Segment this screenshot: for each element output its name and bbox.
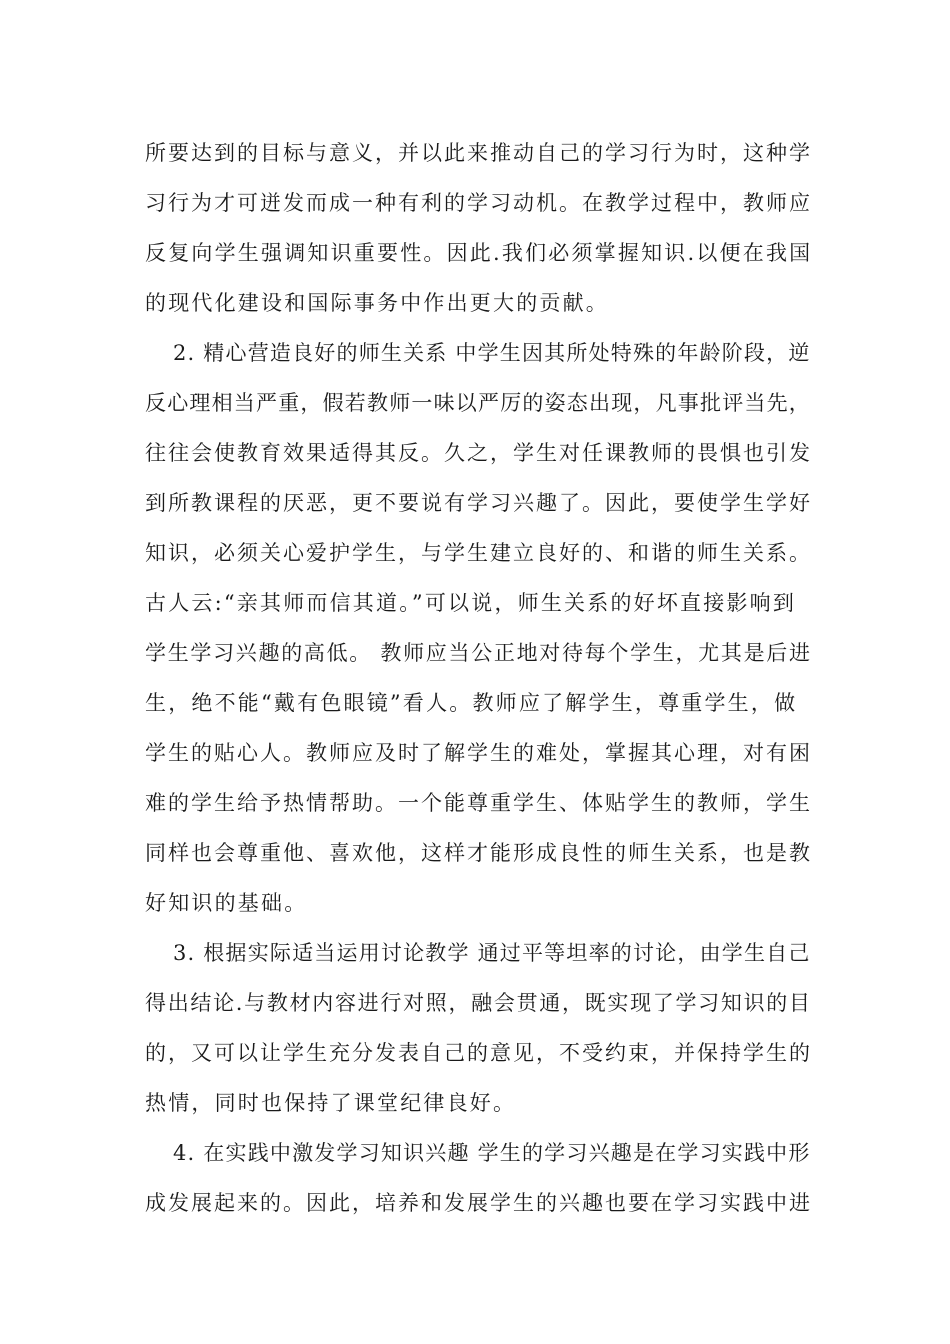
text-line: 所要达到的目标与意义，并以此来推动自己的学习行为时，这种学 [145, 141, 812, 165]
text-line: 的现代化建设和国际事务中作出更大的贡献。 [145, 291, 609, 315]
text-line: 得出结论.与教材内容进行对照，融会贯通，既实现了学习知识的目 [145, 991, 812, 1015]
text-line: 往往会使教育效果适得其反。久之，学生对任课教师的畏惧也引发 [145, 441, 812, 465]
section-heading-line: 2. 精心营造良好的师生关系 中学生因其所处特殊的年龄阶段，逆 [173, 341, 811, 365]
section-heading-line: 4. 在实践中激发学习知识兴趣 学生的学习兴趣是在学习实践中形 [173, 1141, 811, 1165]
text-line: 反心理相当严重，假若教师一味以严厉的姿态出现，凡事批评当先， [145, 391, 811, 415]
text-line: 生，绝不能“戴有色眼镜”看人。教师应了解学生，尊重学生，做 [145, 691, 798, 715]
text-line: 反复向学生强调知识重要性。因此.我们必须掌握知识.以便在我国 [145, 241, 813, 265]
text-line: 学生学习兴趣的高低。 教师应当公正地对待每个学生，尤其是后进 [145, 641, 812, 665]
text-line: 知识，必须关心爱护学生，与学生建立良好的、和谐的师生关系。 [145, 541, 812, 565]
text-line: 难的学生给予热情帮助。一个能尊重学生、体贴学生的教师，学生 [145, 791, 812, 815]
section-heading-line: 3. 根据实际适当运用讨论教学 通过平等坦率的讨论，由学生自己 [173, 941, 811, 965]
text-line: 热情，同时也保持了课堂纪律良好。 [145, 1091, 517, 1115]
text-line: 成发展起来的。因此，培养和发展学生的兴趣也要在学习实践中进 [145, 1191, 812, 1215]
text-line: 同样也会尊重他、喜欢他，这样才能形成良性的师生关系，也是教 [145, 841, 812, 865]
text-line: 古人云:“亲其师而信其道。”可以说，师生关系的好坏直接影响到 [145, 591, 797, 615]
text-line: 好知识的基础。 [145, 891, 308, 915]
text-line: 学生的贴心人。教师应及时了解学生的难处，掌握其心理，对有困 [145, 741, 812, 765]
body-text [145, 128, 813, 1228]
text-line: 习行为才可迸发而成一种有利的学习动机。在教学过程中，教师应 [145, 191, 812, 215]
text-line: 的，又可以让学生充分发表自己的意见，不受约束，并保持学生的 [145, 1041, 812, 1065]
text-line: 到所教课程的厌恶，更不要说有学习兴趣了。因此，要使学生学好 [145, 491, 812, 515]
